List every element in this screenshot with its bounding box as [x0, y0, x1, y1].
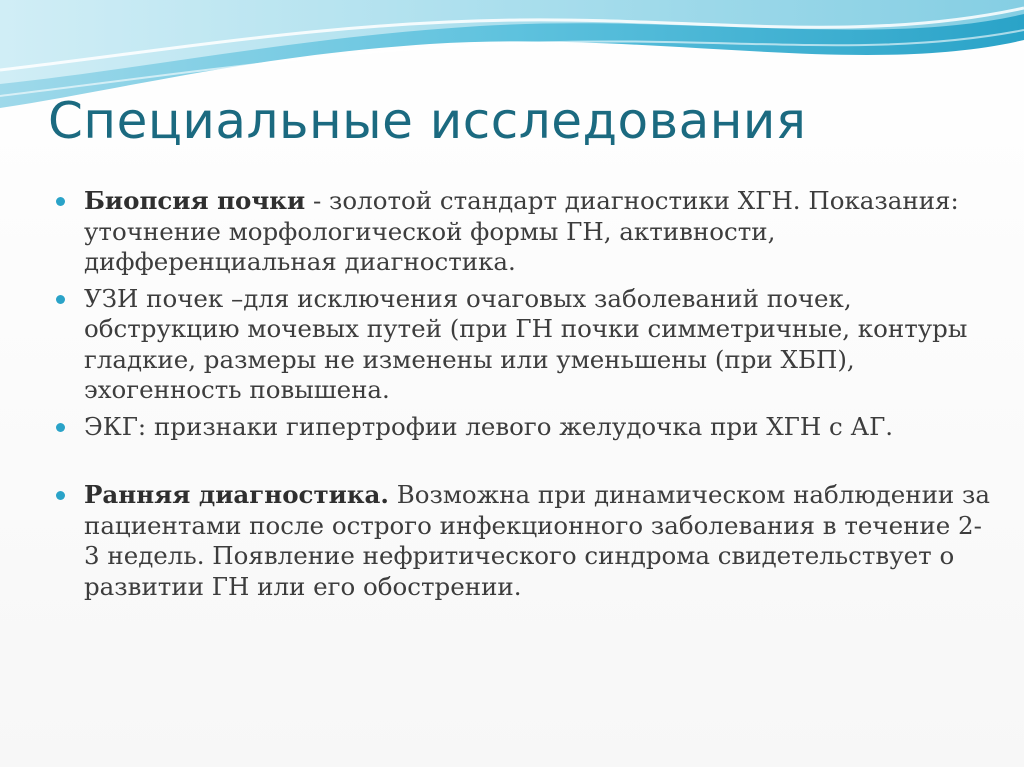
bullet-bold-text: Биопсия почки: [84, 186, 306, 215]
bullet-dot-icon: [56, 295, 65, 304]
bullet-item: [54, 284, 994, 406]
bullet-bold-text: Ранняя диагностика.: [84, 480, 389, 509]
bullet-text: ЭКГ: признаки гипертрофии левого желудочка при ХГН с АГ.: [84, 411, 894, 441]
bullet-dot-icon: [56, 423, 65, 432]
bullet-item: [54, 412, 994, 443]
bullet-text: - золотой стандарт диагностики ХГН. Показания: уточнение морфологической формы ГН, активности, дифференциальная диагностика.: [84, 186, 959, 276]
bullet-text: Возможна при динамическом наблюдении за пациентами после острого инфекционного заболевания в течение 2-3 недель. Появление нефритического синдрома свидетельствует о развитии ГН или его обострении.: [84, 480, 991, 601]
bullet-item: [54, 186, 994, 278]
bullet-item: [54, 480, 994, 602]
bullet-dot-icon: [56, 197, 65, 206]
slide-title: Специальные исследования: [48, 92, 807, 150]
bullet-text: УЗИ почек –для исключения очаговых заболеваний почек, обструкцию мочевых путей (при ГН почки симметричные, контуры гладкие, размеры не изменены или уменьшены (при ХБП), эхогенность повышена.: [84, 283, 968, 404]
bullet-dot-icon: [56, 491, 65, 500]
bullet-list: [54, 186, 994, 608]
